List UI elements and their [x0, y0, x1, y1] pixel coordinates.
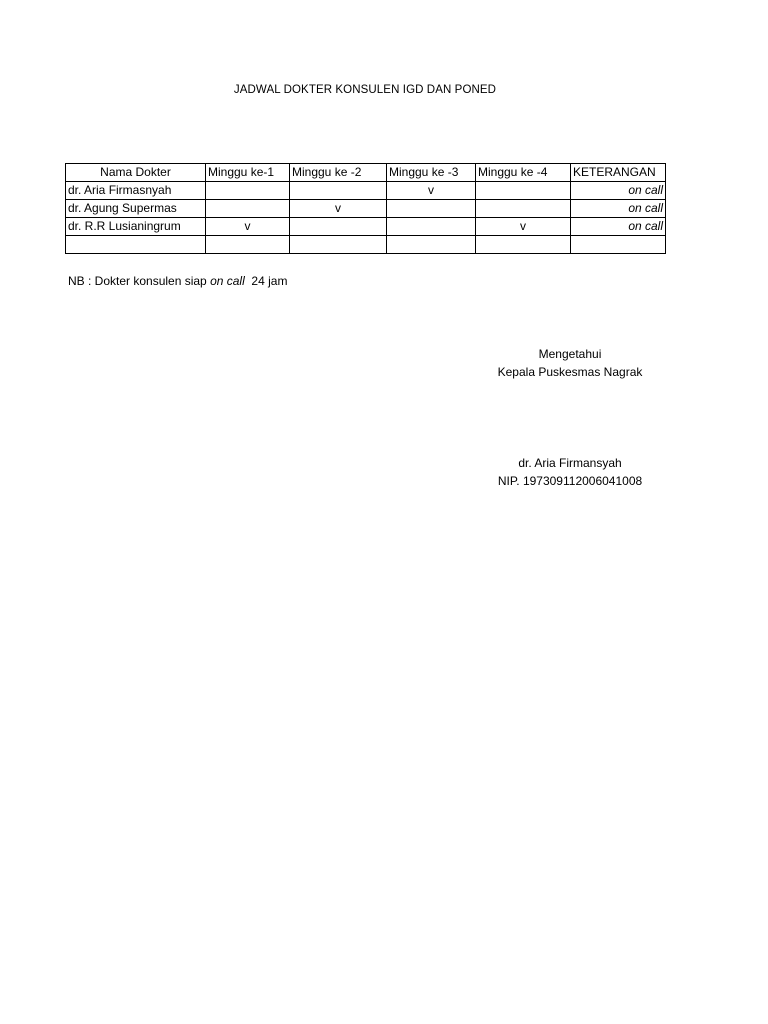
week-3-cell	[387, 218, 476, 236]
week-3-cell: v	[387, 182, 476, 200]
signature-name: dr. Aria Firmansyah	[518, 456, 622, 470]
keterangan-cell	[571, 236, 666, 254]
table-header-row	[66, 164, 666, 182]
week-4-cell: v	[476, 218, 571, 236]
week-1-cell	[206, 236, 290, 254]
note-prefix: NB : Dokter konsulen siap	[68, 274, 211, 288]
header-minggu-3: Minggu ke -3	[387, 164, 476, 182]
week-1-cell: v	[206, 218, 290, 236]
week-2-cell	[290, 182, 387, 200]
table-row	[66, 218, 666, 236]
doctor-name-cell	[66, 236, 206, 254]
week-4-cell	[476, 236, 571, 254]
signature-acknowledged: Mengetahui	[538, 347, 602, 361]
week-2-cell: v	[290, 200, 387, 218]
note-text	[68, 274, 287, 288]
week-4-cell	[476, 200, 571, 218]
table-row-empty	[66, 236, 666, 254]
doctor-name-cell: dr. R.R Lusianingrum	[66, 218, 206, 236]
header-nama-dokter: Nama Dokter	[66, 164, 206, 182]
keterangan-cell: on call	[571, 200, 666, 218]
table-row	[66, 200, 666, 218]
doctor-name-cell: dr. Agung Supermas	[66, 200, 206, 218]
keterangan-cell: on call	[571, 182, 666, 200]
week-3-cell	[387, 200, 476, 218]
week-3-cell	[387, 236, 476, 254]
note-italic: on call	[210, 274, 245, 288]
document-title: JADWAL DOKTER KONSULEN IGD DAN PONED	[233, 84, 497, 96]
header-minggu-1: Minggu ke-1	[206, 164, 290, 182]
week-2-cell	[290, 218, 387, 236]
signature-nip: NIP. 197309112006041008	[497, 474, 643, 488]
schedule-table	[65, 163, 666, 254]
week-1-cell	[206, 182, 290, 200]
week-4-cell	[476, 182, 571, 200]
header-keterangan: KETERANGAN	[571, 164, 666, 182]
note-suffix: 24 jam	[244, 274, 288, 288]
table-row	[66, 182, 666, 200]
week-2-cell	[290, 236, 387, 254]
keterangan-cell: on call	[571, 218, 666, 236]
header-minggu-4: Minggu ke -4	[476, 164, 571, 182]
week-1-cell	[206, 200, 290, 218]
doctor-name-cell: dr. Aria Firmasnyah	[66, 182, 206, 200]
header-minggu-2: Minggu ke -2	[290, 164, 387, 182]
signature-position: Kepala Puskesmas Nagrak	[497, 365, 643, 379]
